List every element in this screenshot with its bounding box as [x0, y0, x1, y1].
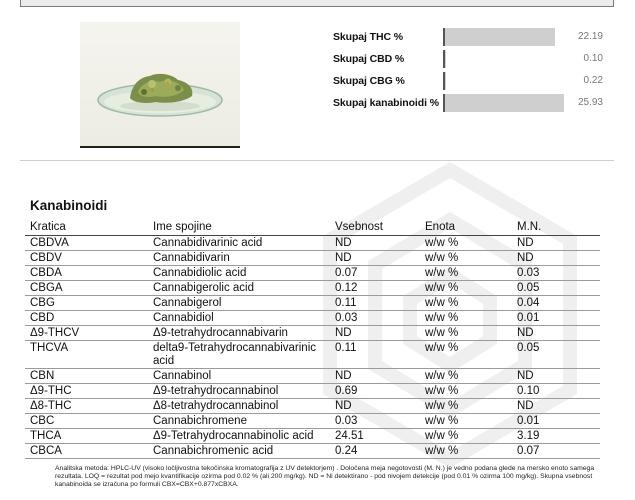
- summary-bar-track: [443, 50, 564, 68]
- table-cell: 0.11: [330, 340, 420, 368]
- summary-bar-track: [443, 28, 564, 46]
- table-cell: 0.07: [512, 443, 600, 458]
- table-cell: w/w %: [420, 443, 512, 458]
- table-cell: Cannabidiol: [148, 310, 330, 325]
- table-cell: 0.24: [330, 443, 420, 458]
- table-cell: ND: [330, 235, 420, 250]
- table-row: [25, 235, 600, 250]
- summary-value: 0.22: [583, 75, 603, 86]
- summary-value: 22.19: [577, 31, 603, 42]
- table-cell: w/w %: [420, 413, 512, 428]
- header-band: [20, 0, 614, 7]
- table-cell: Δ9-THC: [25, 383, 148, 398]
- table-row: [25, 340, 600, 368]
- table-cell: Δ9-tetrahydrocannabivarin: [148, 325, 330, 340]
- table-cell: Cannabigerol: [148, 295, 330, 310]
- table-cell: CBGA: [25, 280, 148, 295]
- table-row: [25, 368, 600, 383]
- table-cell: ND: [330, 398, 420, 413]
- method-footnote: Analitska metoda: HPLC-UV (visoko ločljivostna tekočinska kromatografija z UV detektorjem) . Določena meja negotovosti (M. N.) je vedno podana glede na mersko enoto samega rezultata. LOQ = rezultat pod mejo kvantifikacije ozirma pod 0.02 % (ali 200 mg/kg). ND = Ni detektirano - pod nivojem detekcije (pod 0.01 % ozirma 100 mg/kg). Skupna vsebnost kanabinoida se izračuna po formuli CBX=CBX+0.877xCBXA.: [55, 465, 595, 488]
- table-cell: 24.51: [330, 428, 420, 443]
- table-cell: w/w %: [420, 340, 512, 368]
- table-cell: CBDVA: [25, 235, 148, 250]
- table-cell: w/w %: [420, 235, 512, 250]
- table-row: [25, 398, 600, 413]
- table-row: [25, 250, 600, 265]
- table-cell: w/w %: [420, 428, 512, 443]
- column-header: M.N.: [512, 218, 600, 235]
- table-cell: w/w %: [420, 295, 512, 310]
- table-cell: 0.05: [512, 280, 600, 295]
- table-cell: Δ9-THCV: [25, 325, 148, 340]
- table-cell: 0.03: [512, 265, 600, 280]
- table-cell: delta9-Tetrahydrocannabivarinic acid: [148, 340, 330, 368]
- table-cell: w/w %: [420, 383, 512, 398]
- table-row: [25, 295, 600, 310]
- table-cell: w/w %: [420, 265, 512, 280]
- table-cell: ND: [330, 250, 420, 265]
- sample-photo: [80, 22, 240, 148]
- summary-row-total: [333, 93, 613, 115]
- table-cell: CBD: [25, 310, 148, 325]
- table-cell: 0.07: [330, 265, 420, 280]
- table-row: [25, 310, 600, 325]
- table-cell: 0.01: [512, 310, 600, 325]
- table-row: [25, 265, 600, 280]
- table-row: [25, 325, 600, 340]
- table-cell: w/w %: [420, 325, 512, 340]
- table-cell: THCVA: [25, 340, 148, 368]
- table-cell: ND: [330, 368, 420, 383]
- summary-bar-track: [443, 94, 564, 112]
- cannabinoid-summary: [333, 27, 613, 115]
- table-cell: CBN: [25, 368, 148, 383]
- summary-label: Skupaj kanabinoidi %: [333, 97, 439, 109]
- summary-bar: [445, 94, 564, 112]
- table-row: [25, 443, 600, 458]
- table-cell: THCA: [25, 428, 148, 443]
- table-cell: ND: [512, 325, 600, 340]
- table-cell: ND: [512, 398, 600, 413]
- section-title: Kanabinoidi: [30, 198, 108, 213]
- table-cell: ND: [512, 235, 600, 250]
- table-cell: Cannabidiolic acid: [148, 265, 330, 280]
- summary-label: Skupaj CBG %: [333, 75, 405, 87]
- table-row: [25, 428, 600, 443]
- summary-value: 25.93: [577, 97, 603, 108]
- table-cell: 0.10: [512, 383, 600, 398]
- table-cell: Cannabidivarin: [148, 250, 330, 265]
- table-cell: Cannabinol: [148, 368, 330, 383]
- cannabinoid-table: [25, 218, 600, 459]
- table-cell: 0.04: [512, 295, 600, 310]
- table-cell: w/w %: [420, 398, 512, 413]
- table-header-row: [25, 218, 600, 235]
- column-header: Ime spojine: [148, 218, 330, 235]
- table-cell: Cannabidivarinic acid: [148, 235, 330, 250]
- summary-bar: [445, 28, 555, 46]
- summary-bar: [445, 72, 446, 90]
- table-cell: 0.12: [330, 280, 420, 295]
- table-cell: w/w %: [420, 368, 512, 383]
- column-header: Enota: [420, 218, 512, 235]
- table-cell: CBDA: [25, 265, 148, 280]
- table-cell: 0.03: [330, 310, 420, 325]
- table-cell: Cannabigerolic acid: [148, 280, 330, 295]
- table-cell: Δ9-tetrahydrocannabinol: [148, 383, 330, 398]
- summary-value: 0.10: [583, 53, 603, 64]
- summary-row-cbg: [333, 71, 613, 93]
- sample-dish-illustration: [80, 22, 240, 148]
- summary-label: Skupaj CBD %: [333, 53, 405, 65]
- column-header: Vsebnost: [330, 218, 420, 235]
- summary-row-cbd: [333, 49, 613, 71]
- table-cell: 0.69: [330, 383, 420, 398]
- table-cell: 3.19: [512, 428, 600, 443]
- table-cell: CBDV: [25, 250, 148, 265]
- table-cell: 0.11: [330, 295, 420, 310]
- table-cell: Cannabichromenic acid: [148, 443, 330, 458]
- table-cell: Δ8-tetrahydrocannabinol: [148, 398, 330, 413]
- table-cell: ND: [512, 368, 600, 383]
- summary-row-thc: [333, 27, 613, 49]
- table-cell: w/w %: [420, 250, 512, 265]
- table-cell: Δ9-Tetrahydrocannabinolic acid: [148, 428, 330, 443]
- table-cell: 0.03: [330, 413, 420, 428]
- table-row: [25, 413, 600, 428]
- table-cell: w/w %: [420, 280, 512, 295]
- table-row: [25, 280, 600, 295]
- table-cell: 0.05: [512, 340, 600, 368]
- table-cell: ND: [330, 325, 420, 340]
- table-cell: CBC: [25, 413, 148, 428]
- table-cell: CBG: [25, 295, 148, 310]
- column-header: Kratica: [25, 218, 148, 235]
- summary-label: Skupaj THC %: [333, 31, 403, 43]
- table-row: [25, 383, 600, 398]
- table-cell: ND: [512, 250, 600, 265]
- table-cell: CBCA: [25, 443, 148, 458]
- table-cell: Cannabichromene: [148, 413, 330, 428]
- table-cell: 0.01: [512, 413, 600, 428]
- summary-bar-track: [443, 72, 564, 90]
- table-cell: w/w %: [420, 310, 512, 325]
- table-cell: Δ8-THC: [25, 398, 148, 413]
